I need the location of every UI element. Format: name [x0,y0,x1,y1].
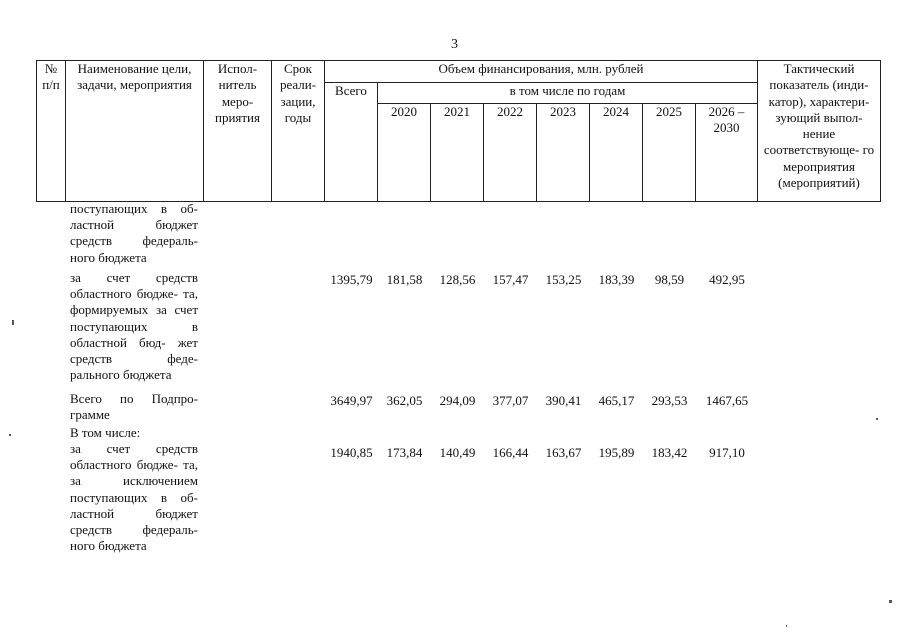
page-number: 3 [451,37,458,52]
header-total: Всего [325,83,378,202]
cell-value: 166,44 [492,445,529,460]
cell-value: 294,09 [439,393,476,408]
cell-value: 1467,65 [705,393,749,408]
row-label: Всего по Подпро- грамме [70,391,198,423]
scan-speck [786,625,787,627]
cell-total: 1395,79 [330,272,373,287]
header-year: 2022 [484,104,537,202]
cell-value: 195,89 [598,445,635,460]
cell-value: 492,95 [709,272,745,287]
cell-total: 3649,97 [330,393,373,408]
header-year: 2024 [590,104,643,202]
cell-value: 98,59 [654,272,685,287]
scan-speck [12,320,14,325]
cell-value: 377,07 [492,393,529,408]
header-executor: Испол- нитель меро- приятия [204,61,272,202]
cell-value: 157,47 [492,272,529,287]
header-indicator: Тактический показатель (инди- катор), характери- зующий выпол- нение соответствующе- го мероприятия (мероприятий) [758,61,881,202]
header-year: 2023 [537,104,590,202]
header-funding: Объем финансирования, млн. рублей [325,61,758,83]
header-year: 2020 [378,104,431,202]
cell-value: 183,39 [598,272,635,287]
cell-value: 173,84 [386,445,423,460]
header-term: Срок реали- зации, годы [272,61,325,202]
header-year: 2021 [431,104,484,202]
cell-value: 465,17 [598,393,635,408]
table-header [36,60,881,202]
header-name: Наименование цели, задачи, мероприятия [66,61,204,202]
cell-value: 183,42 [651,445,688,460]
cell-value: 917,10 [709,445,745,460]
scan-speck [9,434,11,436]
header-by-years: в том числе по годам [378,83,758,104]
cell-value: 140,49 [439,445,476,460]
cell-value: 128,56 [439,272,476,287]
header-year: 2026 – 2030 [696,104,758,202]
header-year: 2025 [643,104,696,202]
row-label: за счет средств областного бюдже- та, за исключением поступающих в об- ластной бюджет средств федераль- ного бюджета [70,441,198,554]
cell-value: 293,53 [651,393,688,408]
header-number: № п/п [37,61,66,202]
row-label: поступающих в об- ластной бюджет средств федераль- ного бюджета [70,201,198,265]
cell-total: 1940,85 [330,445,373,460]
cell-value: 362,05 [386,393,423,408]
cell-value: 181,58 [386,272,423,287]
row-label: В том числе: [70,425,141,440]
scan-speck [889,600,892,603]
cell-value: 153,25 [545,272,582,287]
cell-value: 163,67 [545,445,582,460]
scan-speck [876,418,878,420]
row-label: за счет средств областного бюдже- та, формируемых за счет поступающих в областной бюд- жет средств феде- рального бюджета [70,270,198,383]
cell-value: 390,41 [545,393,582,408]
